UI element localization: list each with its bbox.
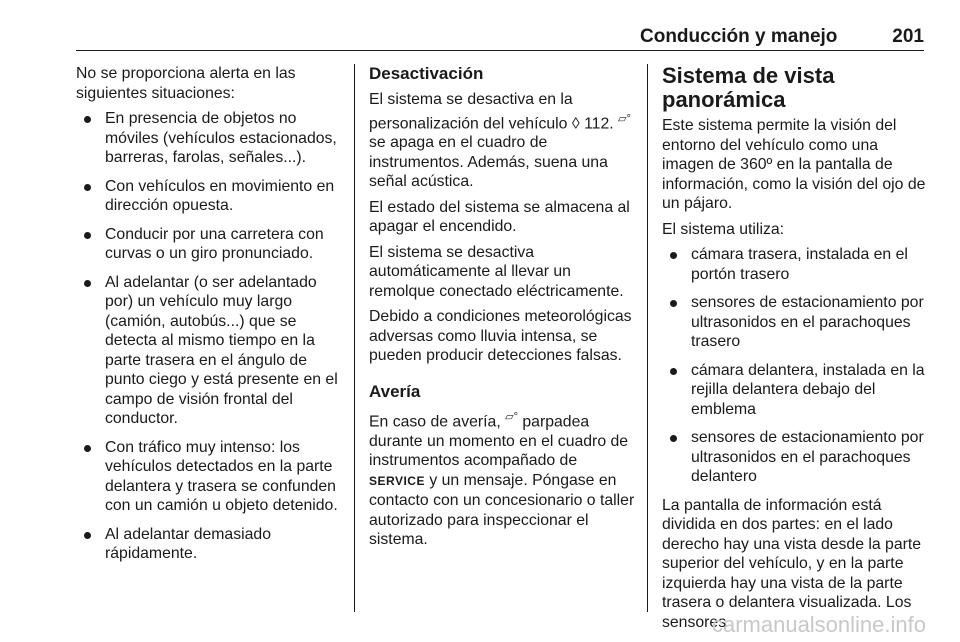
running-header-title: Conducción y manejo xyxy=(640,26,838,47)
list-item: cámara trasera, instalada en el portón trasero xyxy=(662,245,928,284)
blind-spot-warning-icon: ▱° xyxy=(618,112,631,125)
deactivation-paragraph-2: El estado del sistema se almacena al apagar el encendido. xyxy=(369,198,630,236)
list-item: Con vehículos en movimiento en dirección opuesta. xyxy=(76,177,348,216)
deactivation-paragraph-3: El sistema se desactiva automáticamente al llevar un remolque conectado eléctricamente. xyxy=(369,243,624,300)
column-left xyxy=(76,64,348,573)
list-item: En presencia de objetos no móviles (vehículos estacionados, barreras, farolas, señales...). xyxy=(76,109,348,168)
list-item: sensores de estacionamiento por ultrasonidos en el parachoques delantero xyxy=(662,428,928,487)
panoramic-paragraph-2: El sistema utiliza: xyxy=(662,220,785,238)
column-right xyxy=(662,64,928,638)
deactivation-paragraph-1: El sistema se desactiva en la personalización del vehículo ◊ 112. ▱° se apaga en el cuadro de instrumentos. Además, suena una señal acústica. xyxy=(369,91,631,191)
reference-arrow-icon: ◊ xyxy=(571,114,580,132)
list-item: Conducir por una carretera con curvas o un giro pronunciado. xyxy=(76,225,348,264)
blind-spot-warning-icon: ▱° xyxy=(505,410,518,423)
system-components-list xyxy=(662,245,928,487)
column-divider-1 xyxy=(354,64,355,612)
fault-paragraph: En caso de avería, ▱° parpadea durante un momento en el cuadro de instrumentos acompañado de SERVICE y un mensaje. Póngase en contacto con un concesionario o taller autorizado para inspeccionar el sistema. xyxy=(369,410,635,549)
section-heading: Sistema de vista panorámica xyxy=(662,63,835,112)
fault-heading: Avería xyxy=(369,381,421,401)
list-item: cámara delantera, instalada en la rejilla delantera debajo del emblema xyxy=(662,361,928,420)
column-divider-2 xyxy=(647,64,648,612)
list-item: Con tráfico muy intenso: los vehículos detectados en la parte delantera y trasera se confunden con un camión u objeto detenido. xyxy=(76,438,348,516)
column-middle xyxy=(369,64,635,556)
alert-intro: No se proporciona alerta en las siguientes situaciones: xyxy=(76,65,296,102)
panoramic-paragraph-1: Este sistema permite la visión del entorno del vehículo como una imagen de 360º en la pantalla de información, como la visión del ojo de un pájaro. xyxy=(662,117,926,212)
page-reference-link[interactable]: 112. xyxy=(584,114,614,132)
panoramic-paragraph-3: La pantalla de información está dividida en dos partes: en el lado derecho hay una vista desde la parte superior del vehículo, y en la parte izquierda hay una vista de la parte trasera o delantera visualizada. Los sensores xyxy=(662,496,922,631)
header-divider xyxy=(76,50,924,51)
list-item: sensores de estacionamiento por ultrasonidos en el parachoques trasero xyxy=(662,293,928,352)
alert-exception-list xyxy=(76,109,348,564)
list-item: Al adelantar demasiado rápidamente. xyxy=(76,525,348,564)
page-number: 201 xyxy=(892,26,924,47)
service-indicator-label: SERVICE xyxy=(369,473,425,488)
watermark: carmanualsonline.info xyxy=(711,612,926,637)
deactivation-paragraph-4: Debido a condiciones meteorológicas adversas como lluvia intensa, se pueden producir detecciones falsas. xyxy=(369,308,632,365)
deactivation-heading: Desactivación xyxy=(369,64,484,83)
list-item: Al adelantar (o ser adelantado por) un vehículo muy largo (camión, autobús...) que se detecta al mismo tiempo en la parte trasera en el ángulo de punto ciego y está presente en el campo de visión frontal del conductor. xyxy=(76,273,348,429)
